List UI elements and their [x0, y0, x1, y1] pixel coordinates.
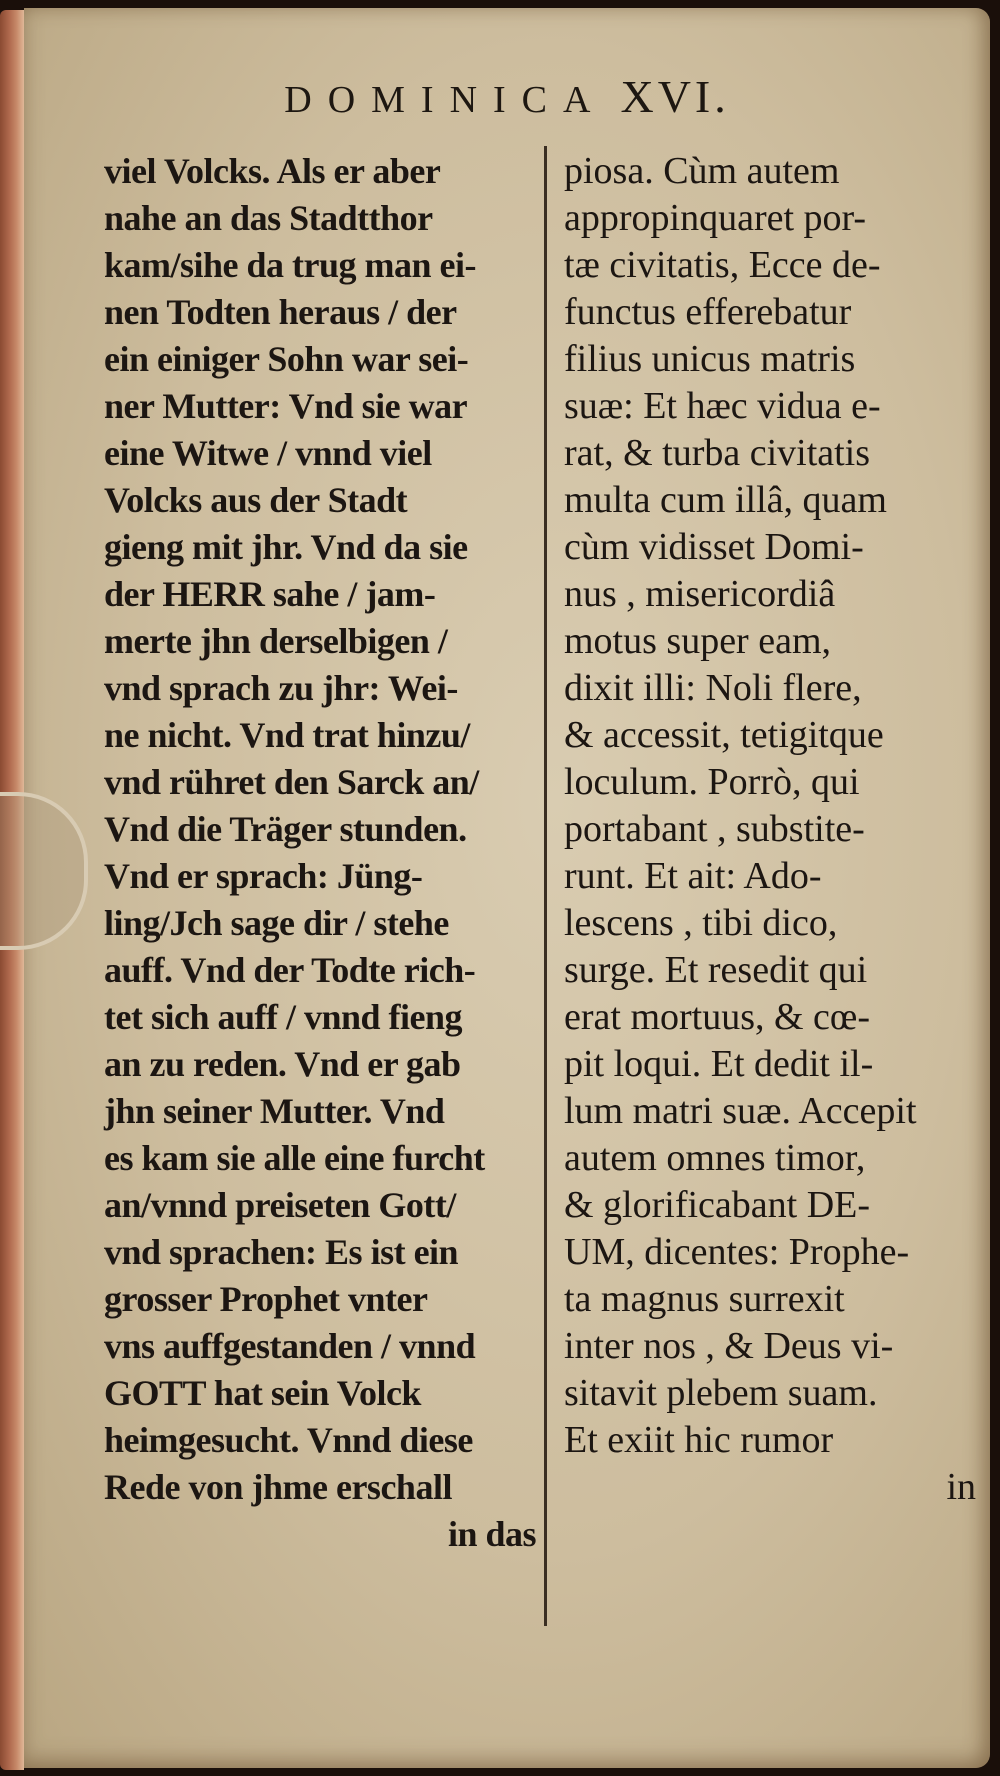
- book-page: [24, 8, 990, 1768]
- latin-text-line: nus , misericordiâ: [564, 573, 836, 615]
- latin-text-line: & accessit, tetigitque: [564, 714, 884, 756]
- latin-text-line: filius unicus matris: [564, 338, 856, 380]
- latin-text-line: cùm vidisset Domi-: [564, 526, 864, 568]
- latin-text-line: UM, dicentes: Prophe-: [564, 1231, 910, 1273]
- header-title: DOMINICA: [284, 79, 607, 121]
- german-text-line: der HERR sahe / jam-: [104, 574, 436, 614]
- german-text-line: auff. Vnd der Todte rich-: [104, 950, 476, 990]
- latin-text-line: autem omnes timor,: [564, 1137, 866, 1179]
- latin-text-line: loculum. Porrò, qui: [564, 761, 860, 803]
- german-text-line: eine Witwe / vnnd viel: [104, 433, 432, 473]
- latin-text-line: rat, & turba civitatis: [564, 432, 871, 474]
- german-text-line: an/vnnd preiseten Gott/: [104, 1185, 456, 1225]
- latin-text-line: piosa. Cùm autem: [564, 150, 840, 192]
- latin-text-line: portabant , substite-: [564, 808, 865, 850]
- german-text-line: Rede von jhme erschall: [104, 1467, 452, 1507]
- german-text-line: nen Todten heraus / der: [104, 292, 457, 332]
- latin-text-line: functus efferebatur: [564, 291, 852, 333]
- latin-text-line: Et exiit hic rumor: [564, 1419, 834, 1461]
- german-text-line: GOTT hat sein Volck: [104, 1373, 421, 1413]
- german-text-line: Volcks aus der Stadt: [104, 480, 408, 520]
- latin-text-line: erat mortuus, & cœ-: [564, 996, 871, 1038]
- german-text-line: heimgesucht. Vnnd diese: [104, 1420, 473, 1460]
- german-text-line: jhn seiner Mutter. Vnd: [104, 1091, 445, 1131]
- header-number: XVI.: [620, 71, 730, 122]
- german-text-line: vnd rühret den Sarck an/: [104, 762, 479, 802]
- german-text-line: an zu reden. Vnd er gab: [104, 1044, 461, 1084]
- latin-text-line: motus super eam,: [564, 620, 832, 662]
- latin-text-line: dixit illi: Noli flere,: [564, 667, 862, 709]
- latin-text-line: tæ civitatis, Ecce de-: [564, 244, 881, 286]
- latin-text-line: in: [946, 1466, 976, 1508]
- latin-text-line: lum matri suæ. Accepit: [564, 1090, 917, 1132]
- german-text-line: gieng mit jhr. Vnd da sie: [104, 527, 468, 567]
- german-text-line: viel Volcks. Als er aber: [104, 151, 441, 191]
- german-text-line: Vnd die Träger stunden.: [104, 809, 467, 849]
- german-text-line: vnd sprachen: Es ist ein: [104, 1232, 459, 1272]
- latin-text-line: lescens , tibi dico,: [564, 902, 838, 944]
- latin-text-line: surge. Et resedit qui: [564, 949, 868, 991]
- latin-text-line: appropinquaret por-: [564, 197, 867, 239]
- latin-text-line: & glorificabant DE-: [564, 1184, 871, 1226]
- german-text-line: ner Mutter: Vnd sie war: [104, 386, 468, 426]
- running-header: [24, 70, 990, 123]
- latin-text-line: ta magnus surrexit: [564, 1278, 845, 1320]
- latin-text-line: inter nos , & Deus vi-: [564, 1325, 894, 1367]
- german-text-line: ne nicht. Vnd trat hinzu/: [104, 715, 470, 755]
- latin-text-line: runt. Et ait: Ado-: [564, 855, 822, 897]
- german-text-line: kam/sihe da trug man ei-: [104, 245, 477, 285]
- german-text-line: nahe an das Stadtthor: [104, 198, 433, 238]
- latin-text-line: suæ: Et hæc vidua e-: [564, 385, 881, 427]
- german-text-line: ein einiger Sohn war sei-: [104, 339, 469, 379]
- german-text-line: ling/Jch sage dir / stehe: [104, 903, 449, 943]
- german-column: [104, 148, 544, 1558]
- german-text-line: vnd sprach zu jhr: Wei-: [104, 668, 458, 708]
- latin-text-line: pit loqui. Et dedit il-: [564, 1043, 874, 1085]
- german-text-line: grosser Prophet vnter: [104, 1279, 428, 1319]
- german-text-line: merte jhn derselbigen /: [104, 621, 448, 661]
- latin-text-line: sitavit plebem suam.: [564, 1372, 878, 1414]
- german-text-line: vns auffgestanden / vnnd: [104, 1326, 476, 1366]
- latin-text-line: multa cum illâ, quam: [564, 479, 887, 521]
- column-divider: [544, 146, 547, 1626]
- german-text-line: Vnd er sprach: Jüng-: [104, 856, 423, 896]
- german-text-line: es kam sie alle eine furcht: [104, 1138, 485, 1178]
- german-text-line: in das: [447, 1514, 536, 1554]
- latin-column: [564, 148, 984, 1511]
- german-text-line: tet sich auff / vnnd fieng: [104, 997, 463, 1037]
